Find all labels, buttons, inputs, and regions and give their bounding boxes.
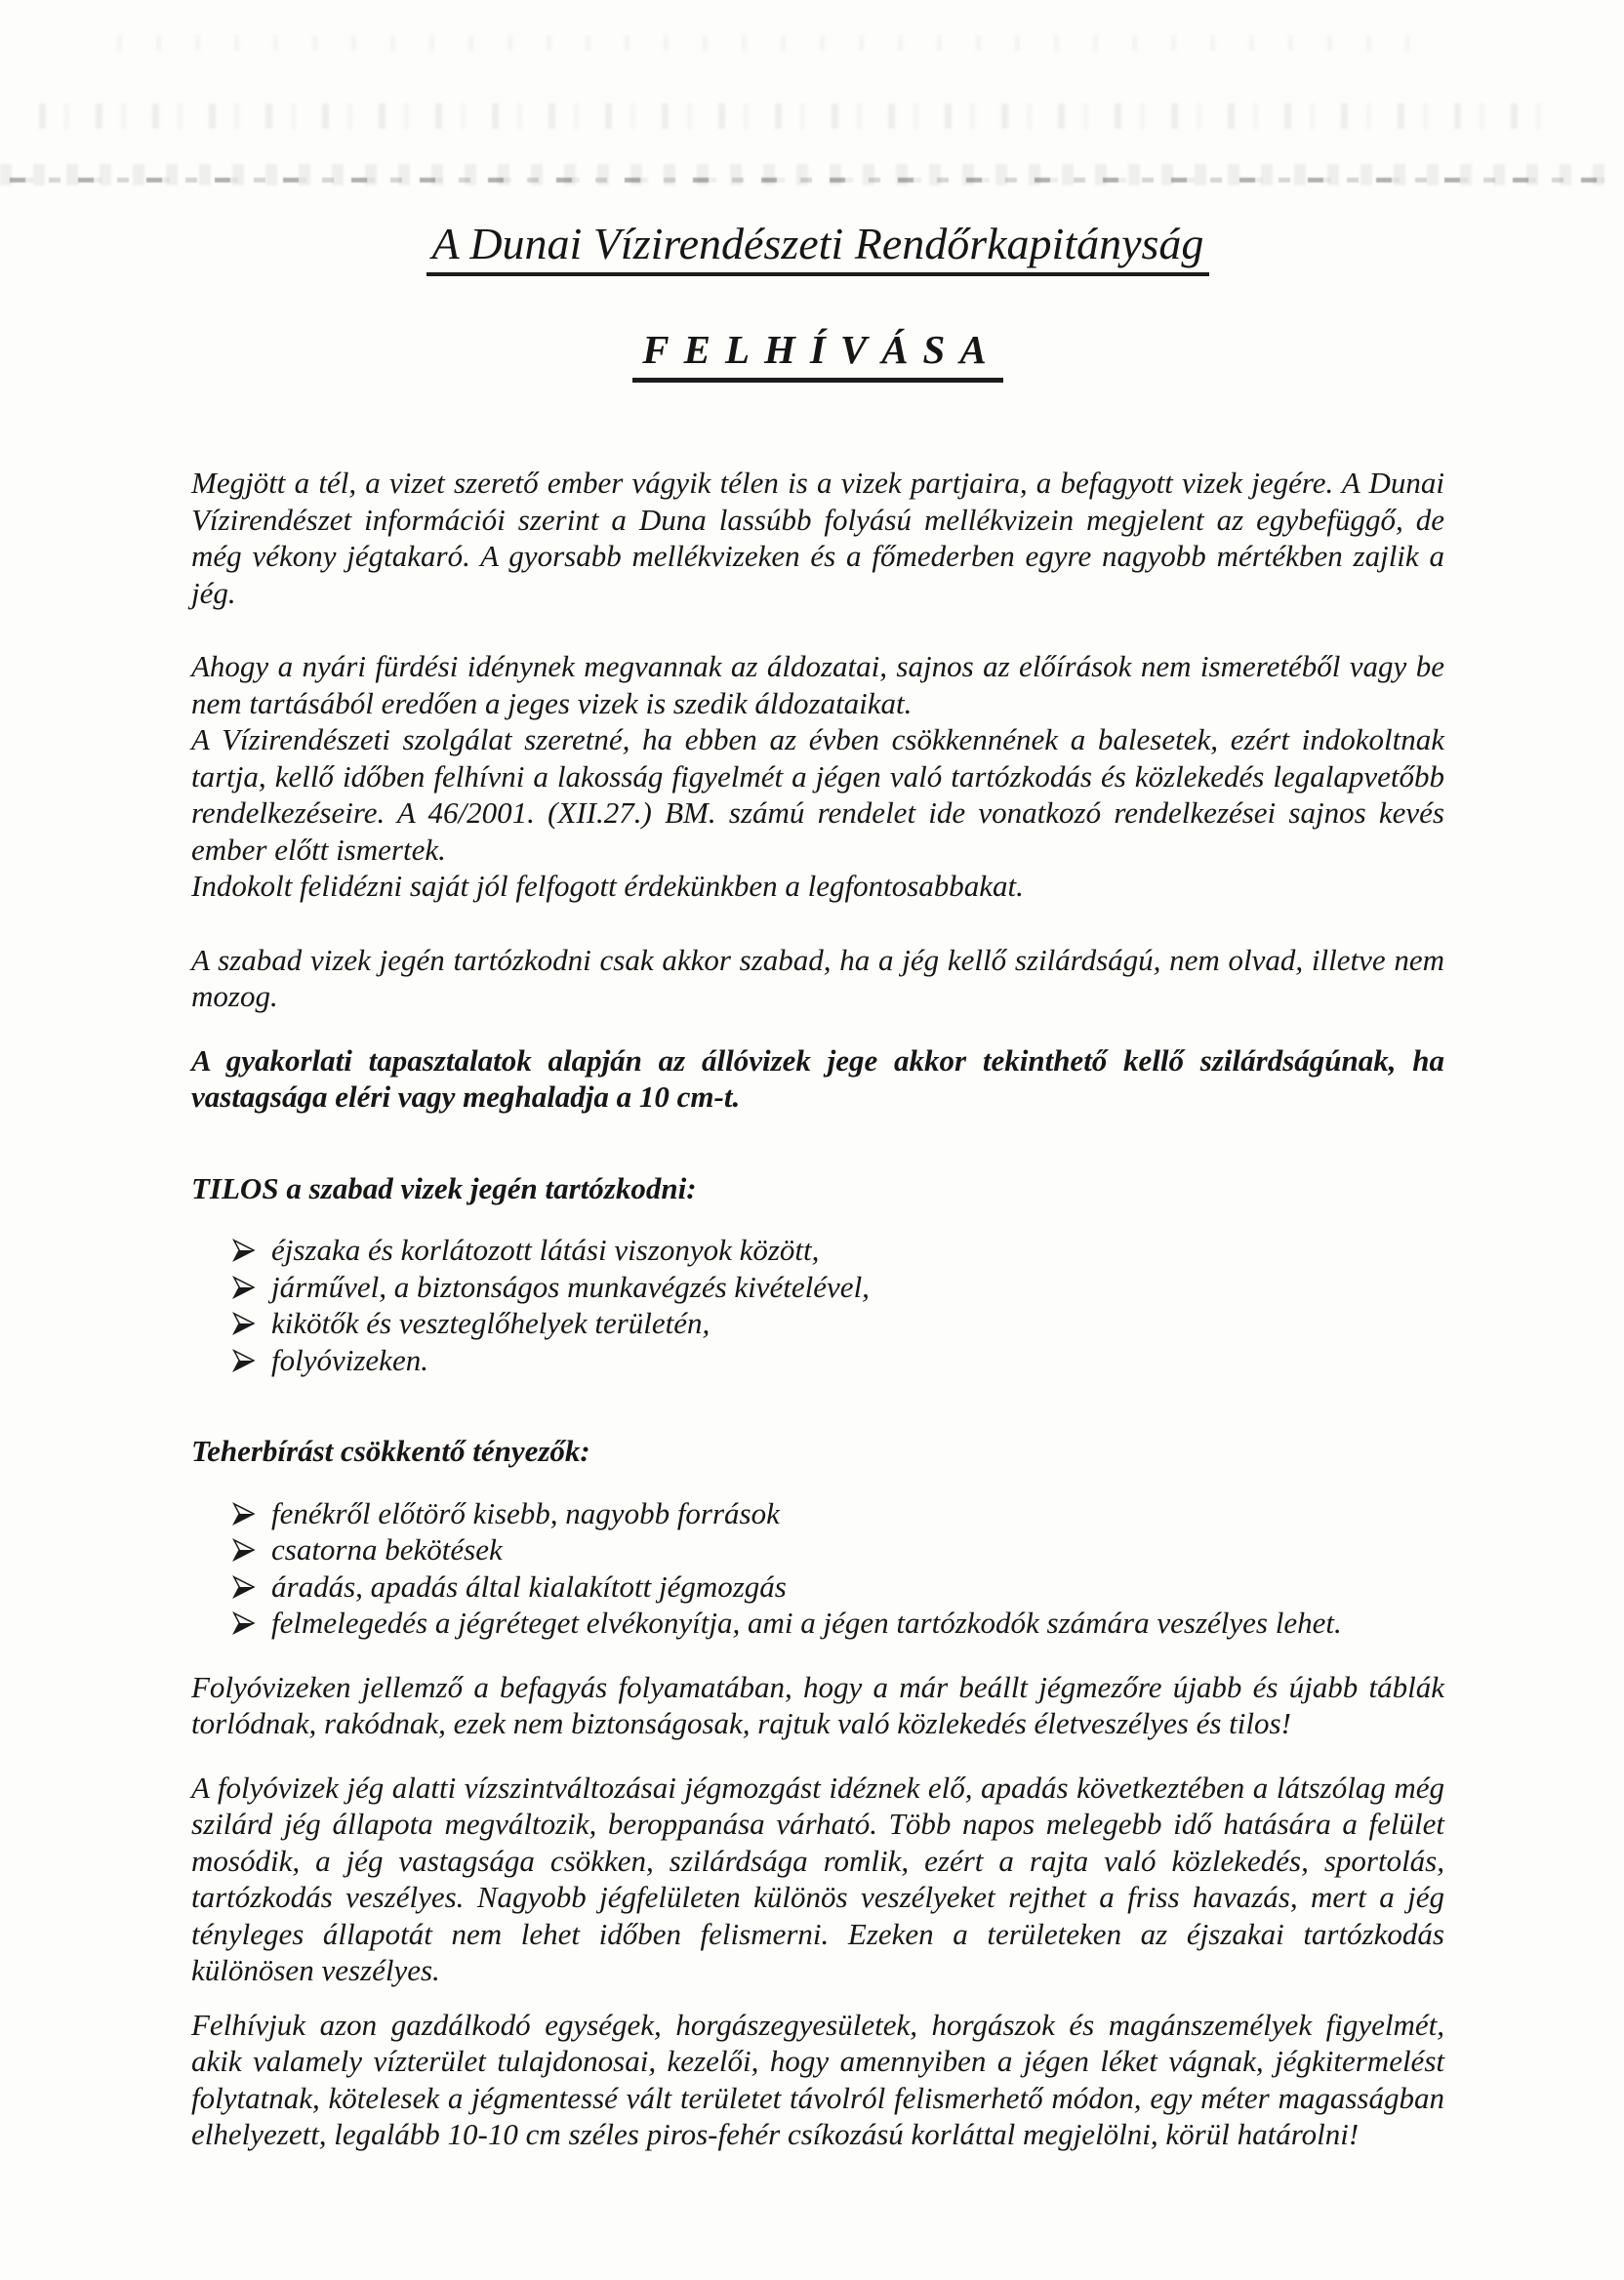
paragraph-river-freezing: Folyóvizeken jellemző a befagyás folyamatában, hogy a már beállt jégmezőre újabb és újabb táblák torlódnak, rakódnak, ezek nem biztonságosak, rajtuk való közlekedés életveszélyes és tilos! <box>191 1669 1444 1741</box>
prohibited-list <box>191 1232 1444 1378</box>
list-item-label: felmelegedés a jégréteget elvékonyítja, ami a jégen tartózkodók számára veszélyes lehet. <box>271 1606 1342 1641</box>
list-item-label: áradás, apadás által kialakított jégmozgás <box>271 1568 787 1604</box>
paragraph-ice-rule: A szabad vizek jegén tartózkodni csak akkor szabad, ha a jég kellő szilárdságú, nem olvad, illetve nem mozog. <box>191 942 1444 1014</box>
paragraph-regulation: A Vízirendészeti szolgálat szeretné, ha ebben az évben csökkennének a balesetek, ezért indokoltnak tartja, kellő időben felhívni a lakosság figyelmét a jégen való tartózkodás és közlekedés legalapvetőbb rendelkezéseire. A 46/2001. (XII.27.) BM. számú rendelet ide vonatkozó rendelkezései sajnos kevés ember előtt ismertek. <box>191 722 1444 867</box>
page-subtitle-text: FELHÍVÁSA <box>632 327 1002 383</box>
arrow-bullet-icon <box>232 1574 256 1600</box>
scan-noise-band <box>39 103 1565 129</box>
list-item-night <box>232 1232 1444 1269</box>
page-title <box>191 219 1444 270</box>
paragraph-reminder: Indokolt felidézni saját jól felfogott érdekünkben a legfontosabbakat. <box>191 869 1024 904</box>
scan-noise-streak <box>10 178 1610 183</box>
arrow-bullet-icon <box>232 1275 256 1300</box>
arrow-bullet-icon <box>232 1501 256 1527</box>
paragraph-thickness-rule: A gyakorlati tapasztalatok alapján az állóvizek jege akkor tekinthető kellő szilárdságúnak, ha vastagsága eléri vagy meghaladja a 10 cm-t. <box>191 1042 1444 1115</box>
arrow-bullet-icon <box>232 1537 256 1563</box>
arrow-bullet-icon <box>232 1311 256 1336</box>
page-title-text: A Dunai Vízirendészeti Rendőrkapitányság <box>426 219 1210 276</box>
list-item-warming <box>232 1605 1444 1642</box>
arrow-bullet-icon <box>232 1238 256 1263</box>
heading-load-factors: Teherbírást csökkentő tényezők: <box>191 1434 590 1469</box>
list-item-springs <box>232 1495 1444 1532</box>
list-item-label: éjszaka és korlátozott látási viszonyok között, <box>271 1233 820 1268</box>
paragraph-group-accidents <box>191 648 1444 905</box>
arrow-bullet-icon <box>232 1348 256 1373</box>
list-item-label: kikötők és veszteglőhelyek területén, <box>271 1306 710 1341</box>
load-factors-list <box>191 1495 1444 1642</box>
paragraph-intro: Megjött a tél, a vizet szerető ember vágyik télen is a vizek partjaira, a befagyott vizek jegére. A Dunai Vízirendészet információi szerint a Duna lassúbb folyású mellékvizein megjelent az egybefüggő, de még vékony jégtakaró. A gyorsabb mellékvizeken és a főmederben egyre nagyobb mértékben zajlik a jég. <box>191 466 1444 610</box>
page-subtitle <box>191 327 1444 373</box>
scan-noise-band <box>117 35 1409 51</box>
document-content <box>191 219 1444 2153</box>
list-item-vehicle <box>232 1269 1444 1306</box>
list-item-rivers <box>232 1342 1444 1379</box>
paragraph-final-call: Felhívjuk azon gazdálkodó egységek, horgászegyesületek, horgászok és magánszemélyek figyelmét, akik valamely vízterület tulajdonosai, kezelői, hogy amennyiben a jégen léket vágnak, jégkitermelést folytatnak, kötelesek a jégmentessé vált területet távolról felismerhető módon, egy méter magasságban elhelyezett, legalább 10-10 cm széles piros-fehér csíkozású korláttal megjelölni, körül határolni! <box>191 2007 1444 2152</box>
list-item-label: járművel, a biztonságos munkavégzés kivételével, <box>271 1269 870 1304</box>
list-item-label: fenékről előtörő kisebb, nagyobb források <box>271 1495 780 1530</box>
arrow-bullet-icon <box>232 1610 256 1636</box>
list-item-channels <box>232 1531 1444 1568</box>
scan-noise-band <box>0 164 1624 185</box>
paragraph-accidents: Ahogy a nyári fürdési idénynek megvannak az áldozatai, sajnos az előírások nem ismeretéből vagy be nem tartásából eredően a jeges vizek is szedik áldozataikat. <box>191 649 1444 720</box>
list-item-harbors <box>232 1305 1444 1342</box>
list-item-flood <box>232 1568 1444 1606</box>
list-item-label: folyóvizeken. <box>271 1342 428 1377</box>
paragraph-water-level: A folyóvizek jég alatti vízszintváltozásai jégmozgást idéznek elő, apadás következtében a látszólag még szilárd jég állapota megváltozik, beroppanása várható. Több napos melegebb idő hatására a felület mosódik, a jég vastagsága csökken, szilárdsága romlik, ezért a rajta való közlekedés, sportolás, tartózkodás veszélyes. Nagyobb jégfelületen különös veszélyeket rejthet a friss havazás, mert a jég tényleges állapotát nem lehet időben felismerni. Ezeken a területeken az éjszakai tartózkodás különösen veszélyes. <box>191 1770 1444 1988</box>
heading-prohibited: TILOS a szabad vizek jegén tartózkodni: <box>191 1170 697 1205</box>
list-item-label: csatorna bekötések <box>271 1532 503 1568</box>
